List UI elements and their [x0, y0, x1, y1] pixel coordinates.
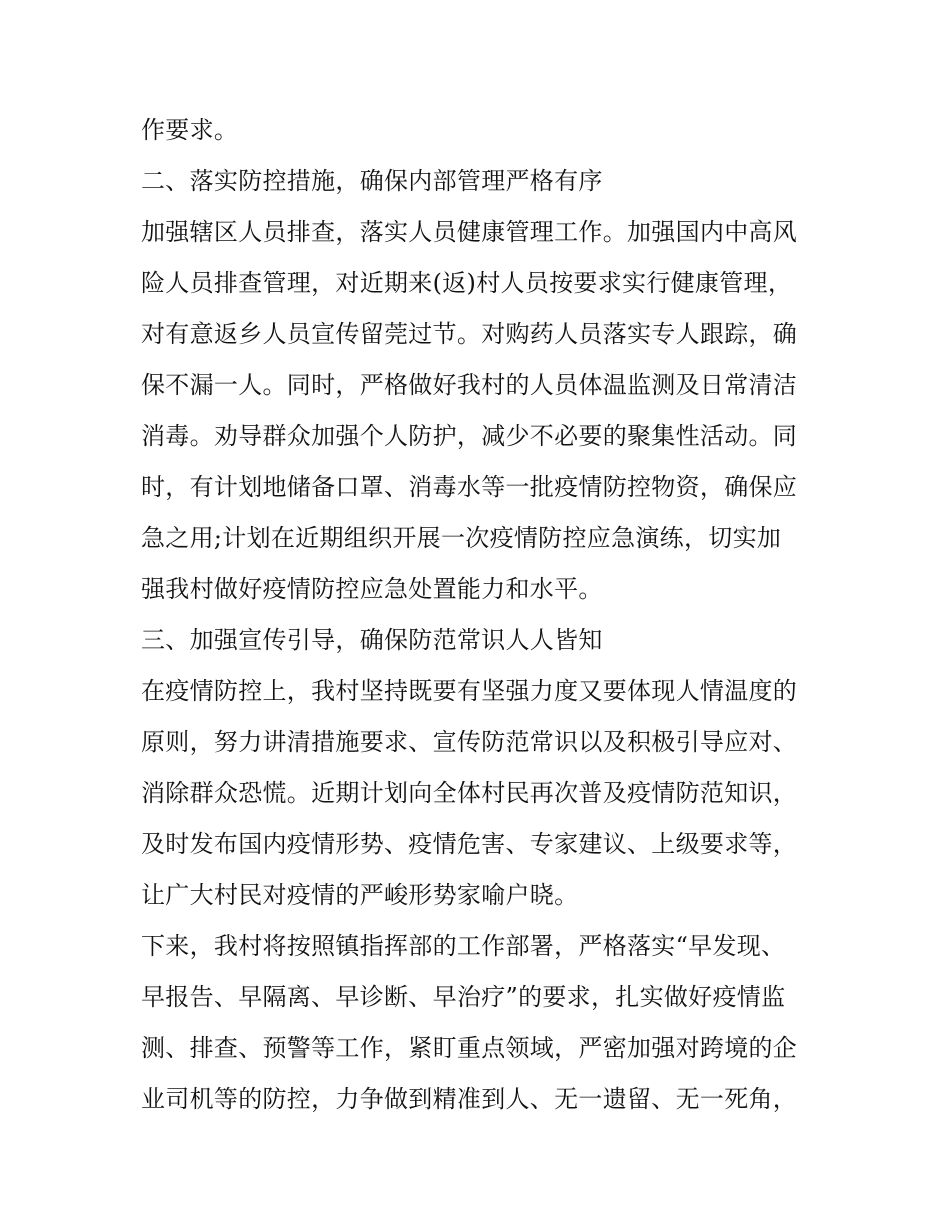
- text-line-12: 在疫情防控上，我村坚持既要有坚强力度又要体现人情温度的: [141, 677, 798, 705]
- text-line-7: 消毒。劝导群众加强个人防护，减少不必要的聚集性活动。同: [141, 422, 798, 450]
- text-line-5: 对有意返乡人员宣传留莞过节。对购药人员落实专人跟踪，确: [141, 320, 798, 348]
- text-line-14: 消除群众恐慌。近期计划向全体村民再次普及疫情防范知识，: [141, 779, 798, 807]
- text-line-8: 时，有计划地储备口罩、消毒水等一批疫情防控物资，确保应: [141, 473, 798, 501]
- text-line-17: 下来，我村将按照镇指挥部的工作部署，严格落实“早发现、: [141, 932, 786, 960]
- text-line-13: 原则，努力讲清措施要求、宣传防范常识以及积极引导应对、: [141, 728, 798, 756]
- text-line-9: 急之用;计划在近期组织开展一次疫情防控应急演练，切实加: [141, 524, 782, 552]
- text-line-4: 险人员排查管理，对近期来(返)村人员按要求实行健康管理，: [141, 269, 793, 297]
- text-line-10: 强我村做好疫情防控应急处置能力和水平。: [141, 575, 603, 603]
- text-line-18: 早报告、早隔离、早诊断、早治疗”的要求，扎实做好疫情监: [141, 983, 786, 1011]
- text-line-20: 业司机等的防控，力争做到精准到人、无一遗留、无一死角，: [141, 1085, 798, 1113]
- section-heading-3: 三、加强宣传引导，确保防范常识人人皆知: [141, 626, 603, 654]
- section-heading-2: 二、落实防控措施，确保内部管理严格有序: [141, 167, 603, 195]
- text-line-3: 加强辖区人员排查，落实人员健康管理工作。加强国内中高风: [141, 218, 798, 246]
- text-line-19: 测、排查、预警等工作，紧盯重点领域，严密加强对跨境的企: [141, 1034, 798, 1062]
- text-line-1: 作要求。: [141, 116, 239, 144]
- text-line-15: 及时发布国内疫情形势、疫情危害、专家建议、上级要求等，: [141, 830, 798, 858]
- document-body: [141, 108, 821, 1128]
- text-line-6: 保不漏一人。同时，严格做好我村的人员体温监测及日常清洁: [141, 371, 798, 399]
- text-line-16: 让广大村民对疫情的严峻形势家喻户晓。: [141, 881, 579, 909]
